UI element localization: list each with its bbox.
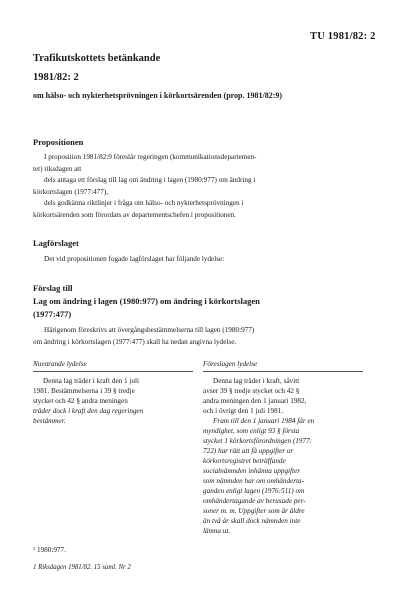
column-line: Denna lag träder i kraft, såvitt — [213, 377, 300, 385]
column-line: 1981. Bestämmelserna i 39 § tredje — [33, 387, 135, 395]
column-line: soner m. m. Uppgifter som är äldre — [203, 507, 305, 515]
column-heading-proposed: Föreslagen lydelse — [203, 360, 258, 368]
text-line: körkortsärenden som förordats av departementschefen i propositionen. — [33, 210, 236, 219]
column-line: myndighet, som enligt 93 § första — [203, 427, 300, 435]
column-line: 722) har rätt att få uppgifter ur — [203, 447, 294, 455]
column-line: bestämmer. — [33, 417, 66, 425]
proposal-law-title-cont: (1977:477) — [33, 309, 72, 319]
column-line: lämna ut. — [203, 527, 231, 535]
column-line: och i övrigt den 1 juli 1981. — [203, 407, 284, 415]
proposal-law-title: Lag om ändring i lagen (1980:977) om ändring i körkortslagen — [33, 296, 260, 306]
column-rule-left — [33, 371, 193, 372]
text-line: körkortslagen (1977:477), — [33, 187, 109, 196]
column-current-text — [33, 376, 195, 426]
column-line: Fram till den 1 januari 1984 får en — [213, 417, 315, 425]
column-line: stycket 1 körkortsförordningen (1977: — [203, 437, 313, 445]
column-rule-right — [203, 371, 363, 372]
text-line: dels antaga ett förslag till lag om ändring i lagen (1980:977) om ändring i — [44, 176, 256, 185]
report-number: 1981/82: 2 — [33, 72, 79, 83]
text-line: tet) riksdagen att — [33, 164, 82, 173]
lagforslaget-text: Det vid propositionen fogade lagförslaget har följande lydelse: — [44, 255, 225, 263]
column-line: avser 39 § tredje stycket och 42 § — [203, 387, 300, 395]
propositionen-text — [33, 152, 344, 222]
report-title: Trafikutskottets betänkande — [33, 53, 161, 64]
column-line: omhändertagande av berusade per- — [203, 497, 306, 505]
proposal-intro — [33, 325, 344, 348]
column-line: träder dock i kraft den dag regeringen — [33, 407, 144, 415]
column-line: socialnämnden inhämta uppgifter — [203, 467, 301, 475]
column-line: ganden enligt lagen (1976:511) om — [203, 487, 305, 495]
text-line: dels godkänna riktlinjer i fråga om hälso- och nykterhetsprövningen i — [44, 199, 244, 208]
column-line: än två år skall dock nämnden inte — [203, 517, 301, 525]
column-line: stycket och 42 § andra meningen — [33, 397, 128, 405]
document-reference: TU 1981/82: 2 — [310, 31, 376, 42]
column-proposed-text — [203, 376, 368, 536]
column-line: som nämnden har om omhänderta- — [203, 477, 305, 485]
text-line: I proposition 1981/82:9 föreslår regeringen (kommunikationsdepartemen- — [44, 153, 257, 161]
column-line: körkortsregistret beträffande — [203, 457, 286, 465]
text-line: om ändring i körkortslagen (1977:477) skall ha nedan angivna lydelse. — [33, 337, 237, 346]
section-heading-lagforslaget: Lagförslaget — [33, 238, 79, 248]
column-line: Denna lag träder i kraft den 1 juli — [43, 377, 139, 385]
footnote-publication: 1 Riksdagen 1981/82. 15 saml. Nr 2 — [33, 564, 131, 571]
column-line: andra meningen den 1 januari 1982, — [203, 397, 307, 405]
proposal-heading: Förslag till — [33, 283, 73, 293]
section-heading-propositionen: Propositionen — [33, 137, 84, 147]
report-subtitle: om hälso- och nykterhetsprövningen i körkortsärenden (prop. 1981/82:9) — [33, 91, 283, 100]
column-heading-current: Nuvarande lydelse — [33, 360, 87, 368]
text-line: Härigenom föreskrivs att övergångsbestämmelserna till lagen (1980:977) — [44, 326, 255, 334]
footnote-1: ¹ 1980:977. — [33, 546, 66, 554]
